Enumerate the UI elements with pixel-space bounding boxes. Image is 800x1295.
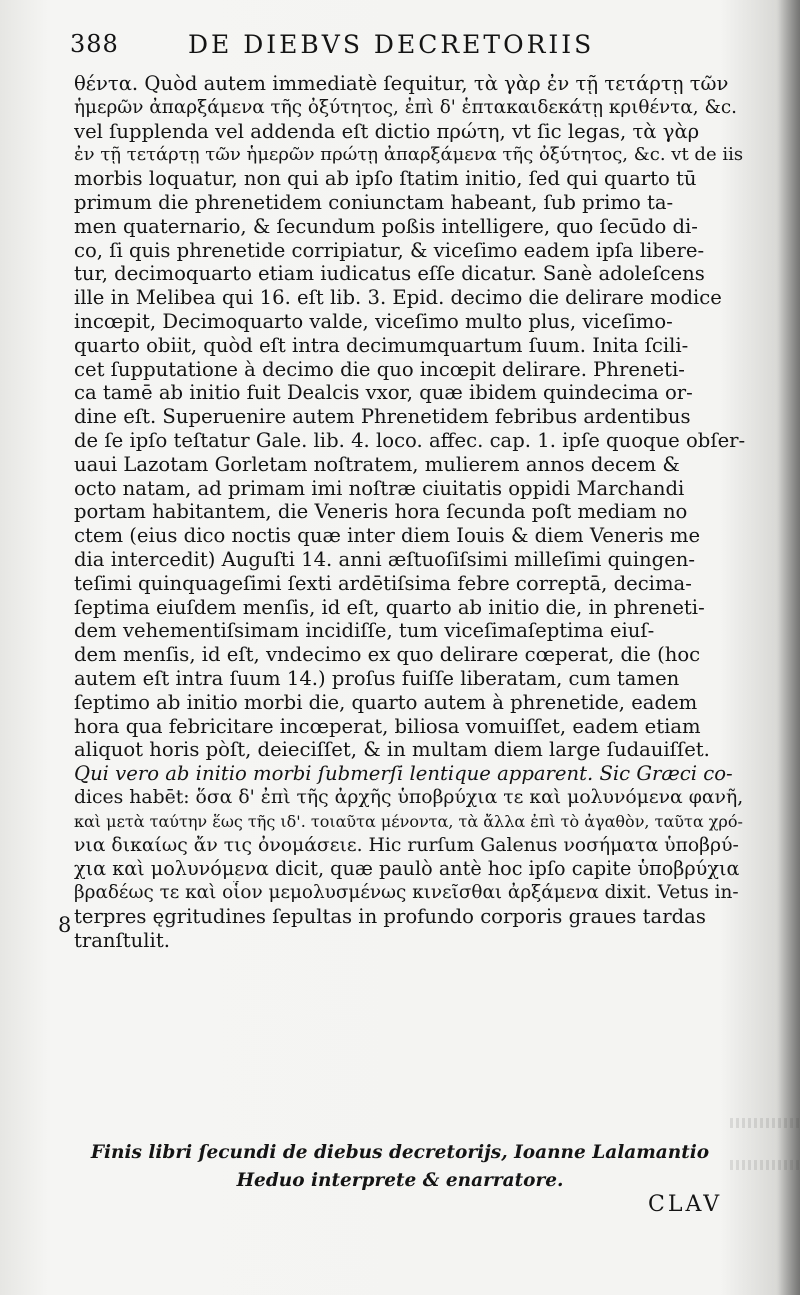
body-text [74, 72, 746, 952]
text-line: χια καὶ μολυνόμενα dicit, quæ paulò antè hoc ipſo capite ὑποβρύχια [74, 857, 740, 881]
margin-section-number: 8 [58, 913, 72, 937]
text-line: teſimi quinquageſimi ſexti ardētiſsima febre correptā, decima- [74, 571, 692, 595]
text-line: de ſe ipſo teſtatur Gale. lib. 4. loco. affec. cap. 1. ipſe quoque obſer- [74, 428, 746, 452]
running-head: DE DIEBVS DECRETORIIS [188, 30, 595, 59]
text-line: ctem (eius dico noctis quæ inter diem Iouis & diem Veneris me [74, 524, 701, 548]
text-line: ἡμερῶν ἀπαρξάμενα τῆς ὀξύτητος, ἐπὶ δ' ἑπτακαιδεκάτῃ κριθέντα, &c. [74, 96, 737, 118]
text-line: primum die phrenetidem coniunctam habeant, ſub primo ta- [74, 190, 674, 214]
colophon-line-2: Heduo interprete & enarratore. [236, 1170, 564, 1191]
text-line: autem eſt intra ſuum 14.) proſus fuiſſe liberatam, cum tamen [74, 666, 680, 690]
text-line: dices habēt: ὅσα δ' ἐπὶ τῆς ἀρχῆς ὑποβρύχια τε καὶ μολυνόμενα φανῆ, [74, 786, 744, 808]
text-line: portam habitantem, die Veneris hora ſecunda poſt mediam no [74, 500, 688, 524]
text-line: dia intercedit) Auguſti 14. anni æſtuoſiſsimi milleſimi quingen- [74, 547, 696, 571]
text-line: Qui vero ab initio morbi ſubmerſi lentique apparent. Sic Græci co- [74, 762, 733, 786]
text-line: cet ſupputatione à decimo die quo incœpit delirare. Phreneti- [74, 357, 685, 381]
text-line: tur, decimoquarto etiam iudicatus eſſe dicatur. Sanè adoleſcens [74, 262, 705, 286]
page-fold-shadow [778, 0, 800, 1295]
folio-number: 388 [70, 30, 119, 58]
text-line: incœpit, Decimoquarto valde, viceſimo multo plus, viceſimo- [74, 309, 673, 333]
text-line: dem menſis, id eſt, vndecimo ex quo delirare cœperat, die (hoc [74, 643, 701, 667]
text-line: morbis loquatur, non qui ab ipſo ſtatim initio, ſed qui quarto tū [74, 167, 697, 191]
text-line: tranſtulit. [74, 928, 170, 952]
text-line: ſeptimo ab initio morbi die, quarto autem à phrenetide, eadem [74, 690, 698, 714]
text-line: men quaternario, & ſecundum poßis intelligere, quo ſecūdo di- [74, 214, 698, 238]
text-line: octo natam, ad primam imi noſtræ ciuitatis oppidi Marchandi [74, 476, 685, 500]
catchword: CLAV [648, 1192, 723, 1217]
text-line: quarto obiit, quòd eſt intra decimumquartum ſuum. Inita ſcili- [74, 333, 689, 357]
text-line: co, ſi quis phrenetide corripiatur, & viceſimo eadem ipſa libere- [74, 238, 705, 262]
text-line: ſeptima eiuſdem menſis, id eſt, quarto ab initio die, in phreneti- [74, 595, 705, 619]
text-line: ca tamē ab initio fuit Dealcis vxor, quæ ibidem quindecima or- [74, 381, 693, 405]
text-line: hora qua febricitare incœperat, biliosa vomuiſſet, eadem etiam [74, 714, 701, 738]
text-line: θέντα. Quòd autem immediatè ſequitur, τὰ γὰρ ἐν τῇ τετάρτῃ τῶν [74, 72, 729, 95]
text-line: aliquot horis pòſt, deieciſſet, & in multam diem large ſudauiſſet. [74, 738, 710, 762]
text-line: βραδέως τε καὶ οἷον μεμολυσμένως κινεῖσθαι ἀρξάμενα dixit. Vetus in- [74, 882, 739, 904]
text-line: dem vehementiſsimam incidiſſe, tum viceſimaſeptima eiuſ- [74, 619, 655, 643]
text-line: uaui Lazotam Gorletam noſtratem, mulierem annos decem & [74, 452, 680, 476]
page-header [70, 30, 670, 70]
text-line: terpres ęgritudines ſepultas in profundo corporis graues tardas [74, 904, 706, 928]
text-line: vel ſupplenda vel addenda eſt dictio πρώτη, vt ſic legas, τὰ γὰρ [74, 119, 700, 143]
text-line: ἐν τῇ τετάρτῃ τῶν ἡμερῶν πρώτῃ ἀπαρξάμενα τῆς ὀξύτητος, &c. vt de iis [74, 144, 744, 166]
text-line: dine eſt. Superuenire autem Phrenetidem febribus ardentibus [74, 405, 691, 429]
text-line: νια δικαίως ἄν τις ὀνομάσειε. Hic rurſum Galenus νοσήματα ὑποβρύ- [74, 834, 739, 856]
bleed-through-mark [730, 1118, 800, 1128]
text-line: καὶ μετὰ ταύτην ἕως τῆς ιδ'. τοιαῦτα μένοντα, τὰ ἄλλα ἐπὶ τὸ ἀγαθὸν, ταῦτα χρό- [74, 811, 743, 831]
text-line: ille in Melibea qui 16. eſt lib. 3. Epid. decimo die delirare modice [74, 286, 722, 310]
colophon-line-1: Finis libri ſecundi de diebus decretorijs, Ioanne Lalamantio [90, 1142, 710, 1163]
